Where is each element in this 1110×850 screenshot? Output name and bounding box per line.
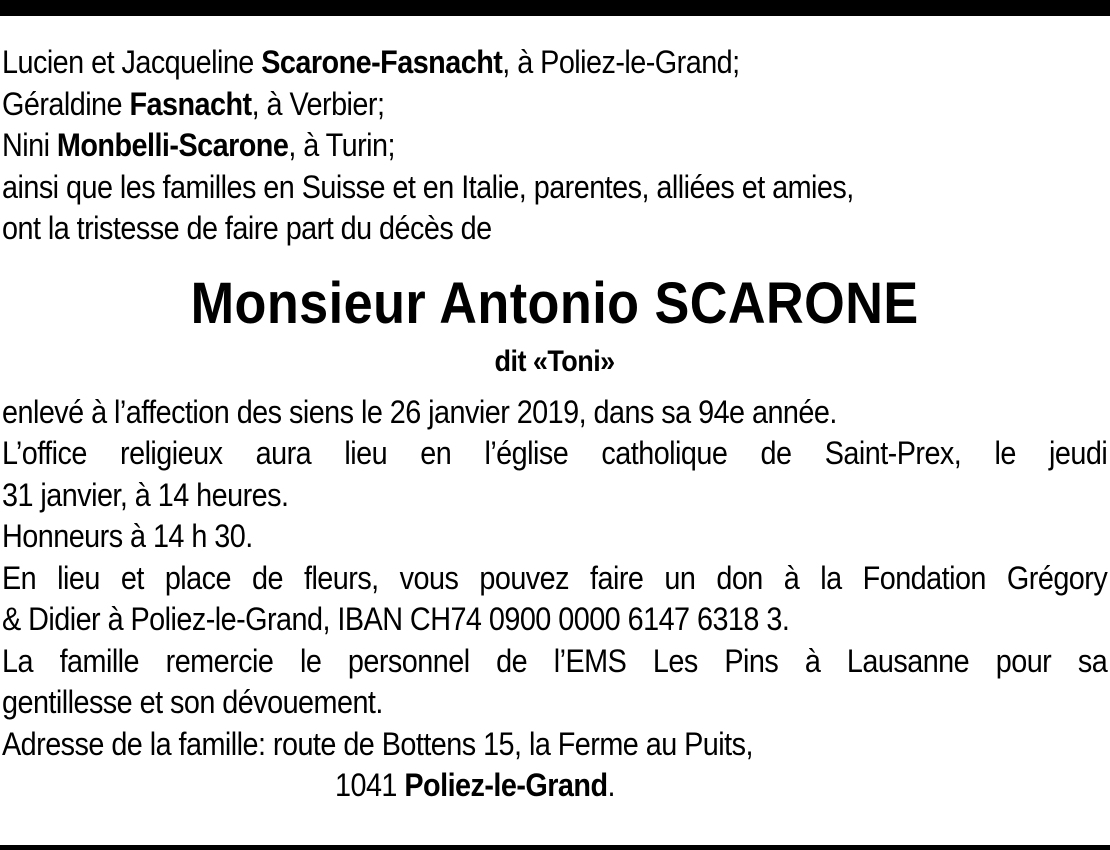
family-line-2 bbox=[2, 84, 1107, 126]
family-1-location: , à Poliez-le-Grand; bbox=[502, 44, 740, 80]
service-line-1: L’office religieux aura lieu en l’église catholique de Saint-Prex, le jeudi bbox=[2, 435, 1108, 471]
address-line: Adresse de la famille: route de Bottens 15, la Ferme au Puits, bbox=[2, 725, 753, 762]
family-3-given-names: Nini bbox=[2, 127, 57, 163]
donation-line-1: En lieu et place de fleurs, vous pouvez faire un don à la Fondation Grégory bbox=[2, 559, 1108, 596]
family-3-surname: Monbelli-Scarone bbox=[56, 127, 289, 163]
family-2-given-names: Géraldine bbox=[2, 85, 130, 122]
family-line-3 bbox=[2, 125, 1107, 167]
service-line-2: 31 janvier, à 14 heures. bbox=[2, 476, 289, 513]
address-end: . bbox=[607, 767, 615, 803]
thanks-line-2: gentillesse et son dévouement. bbox=[2, 684, 383, 720]
address-city-line bbox=[2, 765, 1107, 807]
family-1-surname: Scarone-Fasnacht bbox=[261, 44, 503, 80]
address-city: Poliez-le-Grand bbox=[404, 767, 608, 803]
honours-line: Honneurs à 14 h 30. bbox=[2, 518, 253, 554]
family-2-surname: Fasnacht bbox=[129, 85, 252, 122]
relatives-line: ainsi que les familles en Suisse et en Italie, parentes, alliées et amies, bbox=[2, 168, 854, 205]
thanks-line-1: La famille remercie le personnel de l’EMS Les Pins à Lausanne pour sa bbox=[2, 642, 1108, 679]
deceased-nickname: dit «Toni» bbox=[494, 344, 615, 378]
bottom-border-rule bbox=[0, 845, 1110, 850]
deceased-name: Monsieur Antonio SCARONE bbox=[190, 270, 919, 336]
donation-line-2: & Didier à Poliez-le-Grand, IBAN CH74 0900 0000 6147 6318 3. bbox=[2, 601, 790, 637]
family-2-location: , à Verbier; bbox=[251, 85, 385, 122]
announcement-line: ont la tristesse de faire part du décès de bbox=[2, 210, 492, 246]
top-border-rule bbox=[0, 0, 1110, 16]
obituary-notice bbox=[2, 42, 1107, 807]
family-1-given-names: Lucien et Jacqueline bbox=[2, 44, 262, 80]
address-zip: 1041 bbox=[335, 767, 405, 803]
family-3-location: , à Turin; bbox=[288, 127, 395, 163]
passing-line: enlevé à l’affection des siens le 26 janvier 2019, dans sa 94e année. bbox=[2, 393, 837, 430]
family-line-1 bbox=[2, 42, 1107, 84]
